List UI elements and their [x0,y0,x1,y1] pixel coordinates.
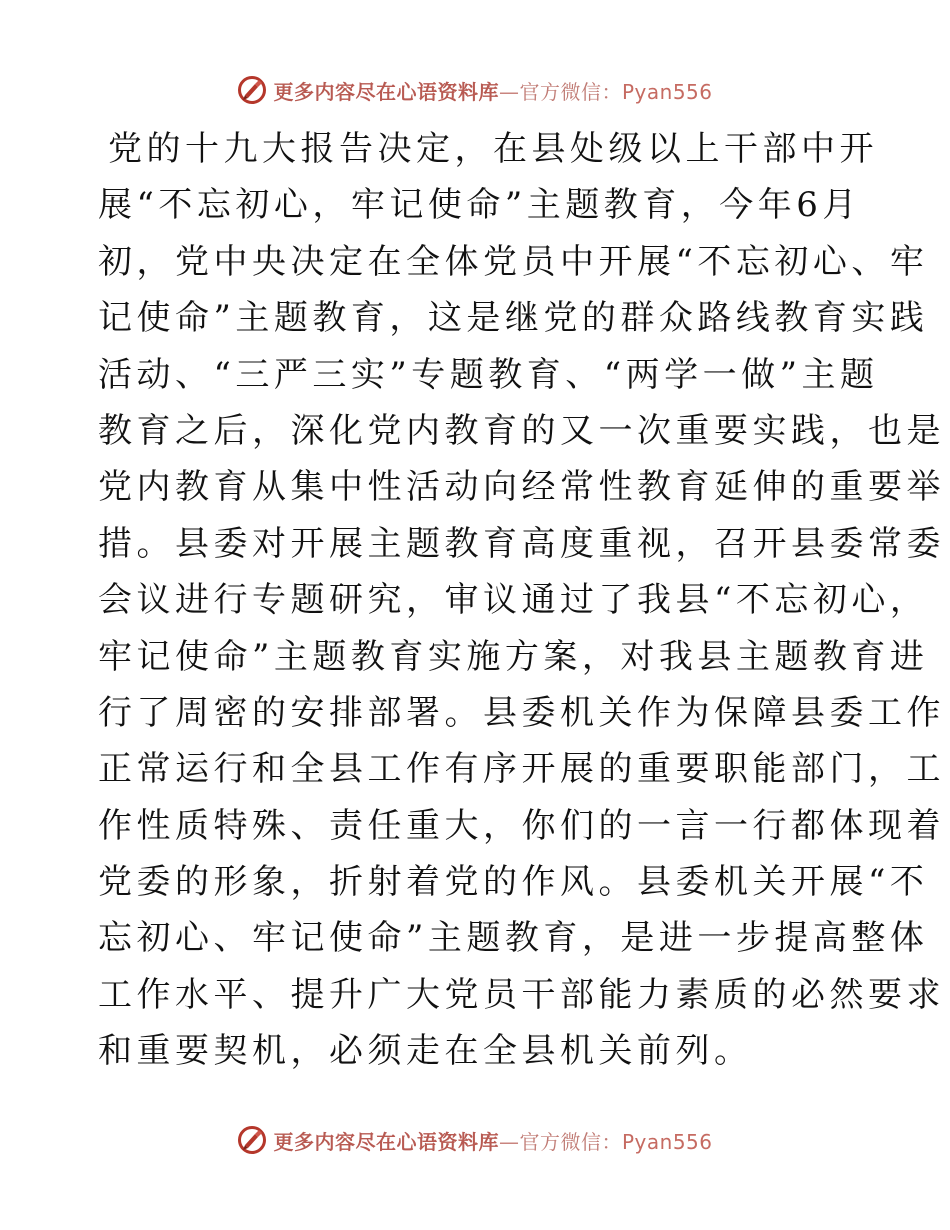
body-line: 教育之后，深化党内教育的又一次重要实践，也是 [98,410,945,451]
header-banner-main: 更多内容尽在心语资料库 [273,79,499,104]
body-line: 展“不忘初心，牢记使命”主题教育，今年6月 [98,185,861,226]
footer-banner-text [273,1126,712,1155]
body-line: 措。县委对开展主题教育高度重视，召开县委常委 [98,523,945,564]
footer-banner-wechat-label: 官方微信： [519,1129,622,1154]
header-banner-wechat-id: Pyan556 [621,79,713,104]
footer-banner-main: 更多内容尽在心语资料库 [273,1129,499,1154]
header-banner-wechat-label: 官方微信： [519,79,622,104]
body-line: 和重要契机，必须走在全县机关前列。 [98,1031,753,1072]
body-line: 记使命”主题教育，这是继党的群众路线教育实践 [98,298,929,339]
pen-circle-logo-icon [237,75,267,105]
body-line: 初，党中央决定在全体党员中开展“不忘初心、牢 [98,241,929,282]
body-line: 忘初心、牢记使命”主题教育，是进一步提高整体 [98,918,929,959]
body-line: 工作水平、提升广大党员干部能力素质的必然要求 [98,974,945,1015]
footer-banner-separator: — [498,1129,520,1154]
body-line: 党委的形象，折射着党的作风。县委机关开展“不 [98,862,929,903]
footer-banner [0,1120,950,1160]
header-banner-text [273,76,712,105]
pen-circle-logo-icon [237,1125,267,1155]
body-line: 活动、“三严三实”专题教育、“两学一做”主题 [98,354,879,395]
body-line: 会议进行专题研究，审议通过了我县“不忘初心， [98,580,929,621]
body-line: 行了周密的安排部署。县委机关作为保障县委工作 [98,692,945,733]
header-banner-separator: — [498,79,520,104]
body-line: 正常运行和全县工作有序开展的重要职能部门，工 [98,749,945,790]
document-body [98,121,945,1080]
body-line: 党的十九大报告决定，在县处级以上干部中开 [108,129,878,169]
body-line: 党内教育从集中性活动向经常性教育延伸的重要举 [98,467,945,508]
body-line: 作性质特殊、责任重大，你们的一言一行都体现着 [98,805,945,846]
footer-banner-wechat-id: Pyan556 [621,1129,713,1154]
header-banner [0,70,950,110]
body-line: 牢记使命”主题教育实施方案，对我县主题教育进 [98,636,929,677]
